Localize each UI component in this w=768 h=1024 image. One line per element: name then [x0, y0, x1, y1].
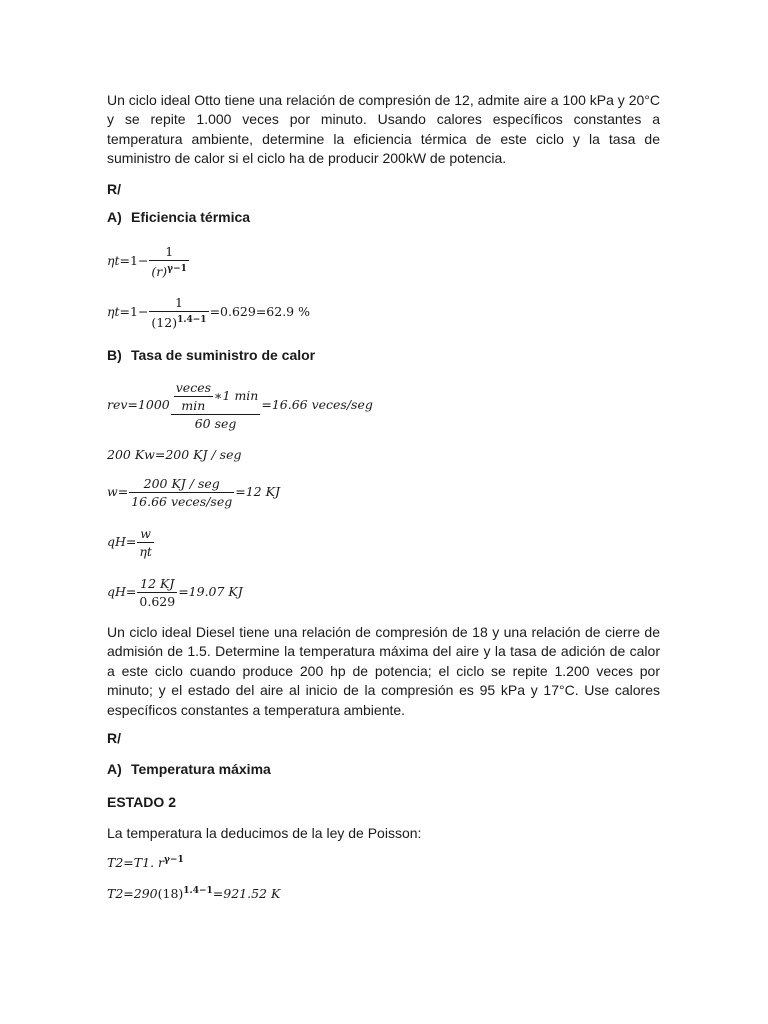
numerator: w — [137, 525, 154, 543]
den-text: (12) — [151, 315, 178, 331]
lhs: T2=T1 — [107, 855, 151, 871]
fraction — [149, 294, 208, 331]
result: =16.66 veces/seg — [261, 397, 373, 412]
eta-symbol: ηt — [107, 304, 120, 320]
heading-text: Temperatura máxima — [131, 761, 271, 777]
exponent: 1.4−1 — [177, 315, 207, 325]
equation-power — [107, 447, 242, 462]
heading-letter: A) — [107, 209, 122, 225]
equation-qh-value — [107, 575, 243, 610]
problem-1-statement: Un ciclo ideal Otto tiene una relación de compresión de 12, admite aire a 100 kPa y 20°C y se repite 1.000 veces por minuto. Usando calores específicos constantes a temperatura ambiente, determine la eficiencia térmica de este ciclo y la tasa de suministro de calor si el ciclo ha de producir 200kW de potencia. — [107, 92, 660, 167]
heading-text: Eficiencia térmica — [131, 209, 251, 225]
heading-eficiencia-termica — [107, 209, 250, 225]
equation-t2-value — [107, 886, 280, 901]
numerator-tail: ∗1 min — [214, 388, 259, 403]
heading-estado-2: ESTADO 2 — [107, 794, 176, 810]
numerator: 200 KJ / seg — [129, 475, 234, 493]
denominator: ηt — [139, 544, 152, 559]
result: =0.629=62.9 % — [209, 304, 310, 320]
problem-2-statement: Un ciclo ideal Diesel tiene una relación de compresión de 18 y una relación de cierre de admisión de 1.5. Determine la temperatura máxima del aire y la tasa de adición de calor a este ciclo cuando produce 200 hp de potencia; el ciclo se repite 1.200 veces por minuto; y el estado del aire al inicio de la compresión es 95 kPa y 17°C. Use calores específicos constantes a temperatura ambiente. — [107, 624, 660, 718]
inner-fraction — [174, 379, 213, 414]
eq-op: =1− — [119, 253, 149, 269]
fraction — [137, 575, 177, 610]
result: =921.52 K — [212, 886, 281, 902]
result: =12 KJ — [235, 484, 280, 499]
heading-text: Tasa de suministro de calor — [131, 347, 316, 363]
numerator: 1 — [149, 294, 208, 312]
eta-symbol: ηt — [107, 253, 120, 269]
heading-letter: A) — [107, 761, 122, 777]
lhs: w= — [107, 484, 129, 499]
lhs: qH= — [107, 534, 137, 549]
equation-revolutions — [107, 379, 373, 432]
inner-denominator: min — [181, 398, 206, 413]
heading-temperatura-maxima — [107, 761, 271, 777]
exponent: γ−1 — [167, 264, 187, 274]
numerator — [171, 379, 261, 415]
exponent: γ−1 — [164, 855, 184, 865]
numerator: 12 KJ — [137, 575, 177, 593]
heading-tasa-suministro — [107, 347, 315, 363]
lhs: rev=1000 — [107, 397, 170, 412]
denominator: 16.66 veces/seg — [131, 494, 233, 509]
equation-poisson-law — [107, 855, 184, 870]
eq-op: =1− — [119, 304, 149, 320]
equation-efficiency-formula — [107, 243, 190, 280]
equation-qh-formula — [107, 525, 155, 560]
fraction — [149, 243, 188, 280]
numerator: 1 — [149, 243, 188, 261]
inner-numerator: veces — [175, 380, 212, 395]
denominator: 60 seg — [194, 416, 237, 431]
answer-label-1: R/ — [107, 181, 121, 197]
base: (18) — [157, 886, 184, 902]
rhs: . r — [150, 855, 164, 871]
poisson-sentence: La temperatura la deducimos de la ley de Poisson: — [107, 825, 422, 841]
denominator — [149, 312, 208, 331]
equation-efficiency-value — [107, 294, 310, 331]
den-text: (r) — [151, 264, 168, 280]
answer-label-2: R/ — [107, 730, 121, 746]
fraction — [171, 379, 261, 432]
denominator — [149, 261, 188, 280]
lhs: T2=290 — [107, 886, 158, 902]
lhs: qH= — [107, 584, 137, 599]
result: =19.07 KJ — [178, 584, 243, 599]
equation-work — [107, 475, 280, 510]
exponent: 1.4−1 — [183, 886, 213, 896]
denominator: 0.629 — [139, 594, 176, 609]
fraction — [129, 475, 234, 510]
fraction — [137, 525, 154, 560]
heading-letter: B) — [107, 347, 122, 363]
power-conversion: 200 Kw=200 KJ / seg — [107, 447, 242, 462]
